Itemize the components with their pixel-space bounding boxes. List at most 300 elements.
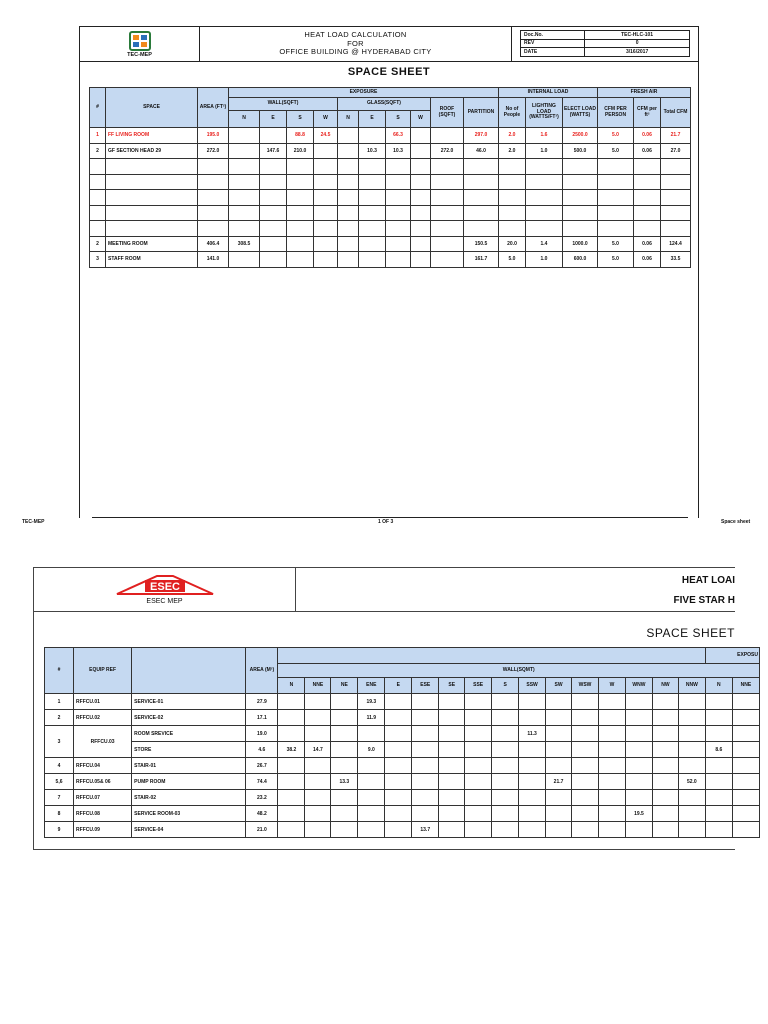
- cell-no: 2: [45, 710, 74, 726]
- cell-area: [198, 205, 229, 221]
- cell-wall: [260, 252, 287, 268]
- col-hash: #: [90, 88, 106, 128]
- cell-wall-value: [412, 758, 439, 774]
- cell-area: 141.0: [198, 252, 229, 268]
- cell-area: 23.2: [246, 790, 278, 806]
- cell-area: [198, 190, 229, 206]
- cell-wall-value: [278, 774, 305, 790]
- cell-wall-value: [625, 710, 652, 726]
- cell-glass: [411, 159, 431, 175]
- cell-total: [661, 159, 691, 175]
- cell-wall: [229, 205, 260, 221]
- cell-wall-value: [678, 710, 705, 726]
- cell-area: 19.0: [246, 726, 278, 742]
- cell-lighting: 1.6: [526, 128, 563, 144]
- cell-space: STORE: [132, 742, 246, 758]
- cell-wall-value: [465, 790, 492, 806]
- cell-wall: [260, 205, 287, 221]
- col-people: No of People: [499, 98, 526, 128]
- s2-col-area: AREA (M²): [246, 648, 278, 694]
- cell-wall-value: [732, 710, 759, 726]
- cell-people: [499, 221, 526, 237]
- cell-area: 48.2: [246, 806, 278, 822]
- cell-partition: 297.0: [464, 128, 499, 144]
- sheet1-title-line-1: HEAT LOAD CALCULATION: [304, 30, 407, 40]
- cell-space: [106, 190, 198, 206]
- cell-wall-value: [331, 710, 358, 726]
- cell-cfm-ft: [634, 205, 661, 221]
- rev-value: 0: [585, 39, 690, 48]
- cell-cfm-person: [598, 159, 634, 175]
- cell-equip: RFFCU.01: [74, 694, 132, 710]
- cell-space: STAFF ROOM: [106, 252, 198, 268]
- cell-wall-value: [652, 790, 678, 806]
- s2-dir-header: WNW: [625, 678, 652, 694]
- wall-dir-s: S: [287, 111, 314, 128]
- cell-roof: 272.0: [431, 143, 464, 159]
- cell-wall-value: [546, 694, 572, 710]
- sheet1-footer-page: 1 OF 3: [378, 519, 394, 525]
- cell-wall-value: [705, 726, 732, 742]
- cell-wall-value: [385, 710, 412, 726]
- cell-wall-value: [331, 726, 358, 742]
- cell-wall-value: 19.3: [358, 694, 385, 710]
- cell-lighting: [526, 205, 563, 221]
- cell-wall-value: [465, 806, 492, 822]
- table-row: [90, 221, 691, 237]
- cell-space: PUMP ROOM: [132, 774, 246, 790]
- cell-wall-value: [439, 822, 465, 838]
- cell-wall-value: [305, 822, 331, 838]
- cell-wall-value: [465, 758, 492, 774]
- s2-dir-header: W: [598, 678, 625, 694]
- cell-wall-value: [412, 806, 439, 822]
- cell-partition: [464, 159, 499, 175]
- cell-cfm-ft: [634, 159, 661, 175]
- cell-space: [106, 205, 198, 221]
- sheet2-title-line-1: HEAT LOAI: [681, 575, 735, 586]
- table-row: [90, 174, 691, 190]
- cell-cfm-person: [598, 221, 634, 237]
- sheet1-title-block: [200, 27, 511, 61]
- cell-wall-value: [705, 710, 732, 726]
- cell-wall-value: [625, 694, 652, 710]
- doc-no-label: Doc.No.: [521, 31, 585, 40]
- cell-glass: [359, 252, 386, 268]
- table-row: [90, 128, 691, 144]
- cell-area: [198, 221, 229, 237]
- cell-wall-value: [385, 758, 412, 774]
- sheet2-logo: [34, 568, 296, 611]
- cell-wall-value: [652, 806, 678, 822]
- cell-area: 4.6: [246, 742, 278, 758]
- cell-lighting: 1.0: [526, 252, 563, 268]
- s2-dir-header: E: [385, 678, 412, 694]
- cell-wall-value: [439, 726, 465, 742]
- cell-glass: [338, 205, 359, 221]
- cell-wall-value: [439, 742, 465, 758]
- cell-wall-value: [732, 694, 759, 710]
- cell-wall-value: [492, 806, 519, 822]
- cell-people: [499, 205, 526, 221]
- table-row: [45, 694, 760, 710]
- cell-people: [499, 159, 526, 175]
- cell-cfm-person: [598, 174, 634, 190]
- cell-wall-value: [598, 694, 625, 710]
- col-internal-load: INTERNAL LOAD: [499, 88, 598, 98]
- table-row: [45, 822, 760, 838]
- s2-dir-header: NNE: [305, 678, 331, 694]
- table-row: [45, 742, 760, 758]
- cell-wall-value: [492, 742, 519, 758]
- cell-wall-value: [358, 790, 385, 806]
- cell-partition: [464, 174, 499, 190]
- cell-cfm-ft: 0.06: [634, 252, 661, 268]
- cell-wall-value: [732, 822, 759, 838]
- cell-glass: [359, 205, 386, 221]
- cell-roof: [431, 221, 464, 237]
- cell-wall-value: [598, 710, 625, 726]
- cell-wall-value: 38.2: [278, 742, 305, 758]
- cell-wall-value: [278, 790, 305, 806]
- cell-space: SERVICE-04: [132, 822, 246, 838]
- cell-elect: 500.0: [563, 143, 598, 159]
- cell-wall-value: 19.5: [625, 806, 652, 822]
- cell-space: SERVICE-02: [132, 710, 246, 726]
- cell-cfm-ft: 0.06: [634, 128, 661, 144]
- cell-no: [90, 221, 106, 237]
- sheet1-title-line-3: OFFICE BUILDING @ HYDERABAD CITY: [279, 47, 432, 57]
- cell-equip: RFFCU.07: [74, 790, 132, 806]
- cell-wall-value: [465, 710, 492, 726]
- cell-total: 33.5: [661, 252, 691, 268]
- cell-wall-value: [705, 758, 732, 774]
- cell-wall-value: [572, 790, 599, 806]
- cell-area: 27.9: [246, 694, 278, 710]
- cell-wall-value: [519, 694, 546, 710]
- col-lighting: LIGHTING LOAD (WATTS/FT²): [526, 98, 563, 128]
- cell-cfm-ft: [634, 174, 661, 190]
- cell-cfm-ft: 0.06: [634, 143, 661, 159]
- cell-glass: [359, 174, 386, 190]
- cell-wall: [229, 221, 260, 237]
- cell-wall: [229, 252, 260, 268]
- cell-lighting: [526, 190, 563, 206]
- cell-glass: [338, 221, 359, 237]
- table-row: [45, 726, 760, 742]
- cell-people: 20.0: [499, 236, 526, 252]
- s2-dir-header: ESE: [412, 678, 439, 694]
- cell-glass: [411, 174, 431, 190]
- cell-wall-value: [278, 806, 305, 822]
- cell-wall-value: [439, 790, 465, 806]
- cell-no: [90, 190, 106, 206]
- col-area: AREA (FT²): [198, 88, 229, 128]
- cell-space: STAIR-02: [132, 790, 246, 806]
- sheet2-header: [33, 567, 735, 612]
- cell-wall-value: [412, 710, 439, 726]
- cell-area: 406.4: [198, 236, 229, 252]
- cell-wall-value: [678, 790, 705, 806]
- cell-glass: [359, 159, 386, 175]
- cell-elect: 1000.0: [563, 236, 598, 252]
- cell-wall: [287, 221, 314, 237]
- cell-wall-value: [385, 822, 412, 838]
- cell-partition: [464, 221, 499, 237]
- sheet2-table-wrap: [44, 647, 758, 838]
- cell-wall-value: [519, 790, 546, 806]
- cell-wall: 147.6: [260, 143, 287, 159]
- cell-wall: [314, 174, 338, 190]
- col-partition: PARTITION: [464, 98, 499, 128]
- cell-glass: [411, 252, 431, 268]
- cell-wall-value: [412, 774, 439, 790]
- sheet2-table: [44, 647, 760, 838]
- cell-wall: [287, 205, 314, 221]
- cell-wall-value: [331, 694, 358, 710]
- cell-cfm-ft: [634, 190, 661, 206]
- cell-wall-value: [439, 806, 465, 822]
- sheet1-table-wrap: [89, 87, 691, 268]
- wall-dir-e: E: [260, 111, 287, 128]
- cell-partition: 46.0: [464, 143, 499, 159]
- cell-wall-value: [678, 694, 705, 710]
- cell-roof: [431, 159, 464, 175]
- cell-glass: [338, 236, 359, 252]
- cell-no: [90, 205, 106, 221]
- cell-wall-value: [652, 710, 678, 726]
- cell-lighting: 1.4: [526, 236, 563, 252]
- cell-wall: [314, 159, 338, 175]
- cell-wall: [260, 236, 287, 252]
- sheet1-header: [79, 26, 699, 62]
- cell-wall-value: [519, 806, 546, 822]
- cell-elect: 2500.0: [563, 128, 598, 144]
- cell-wall-value: [492, 790, 519, 806]
- cell-wall-value: [385, 774, 412, 790]
- cell-wall-value: [546, 710, 572, 726]
- cell-glass: [338, 143, 359, 159]
- sheet1-logo-text: TEC-MEP: [127, 51, 152, 58]
- col-glass: GLASS(SQFT): [338, 98, 431, 111]
- cell-wall-value: [598, 790, 625, 806]
- cell-wall: [287, 190, 314, 206]
- cell-glass: [338, 252, 359, 268]
- s2-dir-header: SSE: [465, 678, 492, 694]
- cell-wall-value: [652, 758, 678, 774]
- cell-equip: RFFCU.04: [74, 758, 132, 774]
- cell-wall-value: [492, 822, 519, 838]
- s2-dir-header: NW: [652, 678, 678, 694]
- glass-dir-n: N: [338, 111, 359, 128]
- cell-wall-value: [705, 694, 732, 710]
- cell-glass: [411, 143, 431, 159]
- col-total-cfm: Total CFM: [661, 98, 691, 128]
- sheet2-title-line-2: FIVE STAR H: [673, 595, 735, 606]
- cell-no: 8: [45, 806, 74, 822]
- cell-wall-value: [732, 806, 759, 822]
- cell-cfm-person: 5.0: [598, 128, 634, 144]
- s2-dir-header: NE: [331, 678, 358, 694]
- s2-dir-header: ENE: [358, 678, 385, 694]
- cell-wall-value: 11.9: [358, 710, 385, 726]
- cell-wall-value: [732, 742, 759, 758]
- cell-wall-value: [385, 790, 412, 806]
- cell-wall-value: [519, 774, 546, 790]
- cell-wall-value: [705, 790, 732, 806]
- cell-total: [661, 205, 691, 221]
- cell-cfm-person: [598, 190, 634, 206]
- cell-wall-value: [598, 742, 625, 758]
- cell-wall-value: [358, 726, 385, 742]
- cell-roof: [431, 205, 464, 221]
- cell-space: STAIR-01: [132, 758, 246, 774]
- cell-wall-value: [492, 774, 519, 790]
- table-row: [45, 806, 760, 822]
- cell-glass: [359, 128, 386, 144]
- cell-wall: [314, 143, 338, 159]
- cell-no: 1: [90, 128, 106, 144]
- cell-wall-value: [572, 758, 599, 774]
- cell-partition: 150.5: [464, 236, 499, 252]
- date-label: DATE: [521, 48, 585, 57]
- cell-wall-value: [278, 726, 305, 742]
- cell-wall-value: [278, 710, 305, 726]
- cell-wall: [314, 190, 338, 206]
- cell-wall-value: [732, 774, 759, 790]
- table-row: [45, 710, 760, 726]
- cell-elect: 600.0: [563, 252, 598, 268]
- sheet1-table: [89, 87, 691, 268]
- cell-elect: [563, 205, 598, 221]
- cell-glass: [411, 190, 431, 206]
- cell-roof: [431, 236, 464, 252]
- cell-wall-value: [519, 822, 546, 838]
- cell-wall: [287, 159, 314, 175]
- cell-wall-value: [625, 742, 652, 758]
- cell-wall-value: [652, 774, 678, 790]
- cell-total: [661, 190, 691, 206]
- s2-dir-header: WSW: [572, 678, 599, 694]
- cell-wall-value: [678, 742, 705, 758]
- cell-glass: 10.3: [359, 143, 386, 159]
- cell-area: 195.0: [198, 128, 229, 144]
- cell-space: [106, 221, 198, 237]
- cell-space: ROOM SREVICE: [132, 726, 246, 742]
- cell-glass: [386, 236, 411, 252]
- table-row: [90, 159, 691, 175]
- cell-no: 2: [90, 236, 106, 252]
- cell-lighting: [526, 159, 563, 175]
- cell-glass: 10.3: [386, 143, 411, 159]
- col-fresh-air: FRESH AIR: [598, 88, 691, 98]
- cell-elect: [563, 159, 598, 175]
- cell-lighting: [526, 174, 563, 190]
- cell-glass: [411, 205, 431, 221]
- cell-glass: [386, 252, 411, 268]
- cell-wall-value: [465, 726, 492, 742]
- cell-wall-value: [412, 726, 439, 742]
- cell-glass: [386, 174, 411, 190]
- cell-wall-value: [546, 790, 572, 806]
- cell-wall-value: [572, 806, 599, 822]
- cell-elect: [563, 221, 598, 237]
- sheet2-space-sheet-title: SPACE SHEET: [646, 626, 735, 640]
- col-roof: ROOF (SQFT): [431, 98, 464, 128]
- cell-glass: [338, 190, 359, 206]
- cell-partition: [464, 190, 499, 206]
- sheet1-title-line-2: FOR: [347, 38, 364, 48]
- cell-wall-value: [331, 758, 358, 774]
- cell-space: GF SECTION HEAD 29: [106, 143, 198, 159]
- cell-wall-value: [519, 742, 546, 758]
- cell-wall-value: [278, 822, 305, 838]
- cell-wall: [229, 128, 260, 144]
- sheet2-title-block: [296, 568, 735, 611]
- cell-no: 4: [45, 758, 74, 774]
- glass-dir-w: W: [411, 111, 431, 128]
- cell-no: 1: [45, 694, 74, 710]
- cell-equip: RFFCU.05& 06: [74, 774, 132, 790]
- cell-glass: [359, 236, 386, 252]
- s2-dir-header: SE: [439, 678, 465, 694]
- cell-wall-value: [598, 774, 625, 790]
- cell-wall: [229, 190, 260, 206]
- cell-wall: [314, 252, 338, 268]
- cell-equip: RFFCU.08: [74, 806, 132, 822]
- cell-wall-value: [412, 742, 439, 758]
- cell-wall-value: [705, 774, 732, 790]
- rev-label: REV: [521, 39, 585, 48]
- s2-col-equip: EQUIP REF: [74, 648, 132, 694]
- cell-glass: [338, 159, 359, 175]
- cell-glass: [386, 159, 411, 175]
- cell-wall-value: [465, 822, 492, 838]
- cell-wall-value: [278, 758, 305, 774]
- col-space: SPACE: [106, 88, 198, 128]
- cell-wall: [260, 221, 287, 237]
- cell-elect: [563, 174, 598, 190]
- cell-glass: [411, 221, 431, 237]
- cell-wall-value: [358, 822, 385, 838]
- s2-col-space: [132, 648, 246, 694]
- cell-wall: [287, 252, 314, 268]
- cell-wall-value: [492, 758, 519, 774]
- cell-wall-value: [358, 758, 385, 774]
- cell-area: 17.1: [246, 710, 278, 726]
- cell-wall-value: [598, 806, 625, 822]
- cell-wall-value: 13.3: [331, 774, 358, 790]
- cell-wall: [287, 236, 314, 252]
- table-row: [90, 143, 691, 159]
- cell-no: 3: [90, 252, 106, 268]
- cell-wall: [229, 159, 260, 175]
- col-exposure: EXPOSURE: [229, 88, 499, 98]
- cell-wall: 308.5: [229, 236, 260, 252]
- cell-wall-value: [625, 758, 652, 774]
- cell-people: [499, 190, 526, 206]
- cell-wall-value: [358, 774, 385, 790]
- s2-col-exposure-blank: [278, 648, 705, 664]
- cell-space: FF LIVING ROOM: [106, 128, 198, 144]
- cell-wall-value: [358, 806, 385, 822]
- cell-wall-value: [278, 694, 305, 710]
- cell-wall-value: [652, 742, 678, 758]
- cell-roof: [431, 252, 464, 268]
- cell-wall-value: [519, 710, 546, 726]
- cell-wall-value: [439, 694, 465, 710]
- cell-wall-value: [546, 822, 572, 838]
